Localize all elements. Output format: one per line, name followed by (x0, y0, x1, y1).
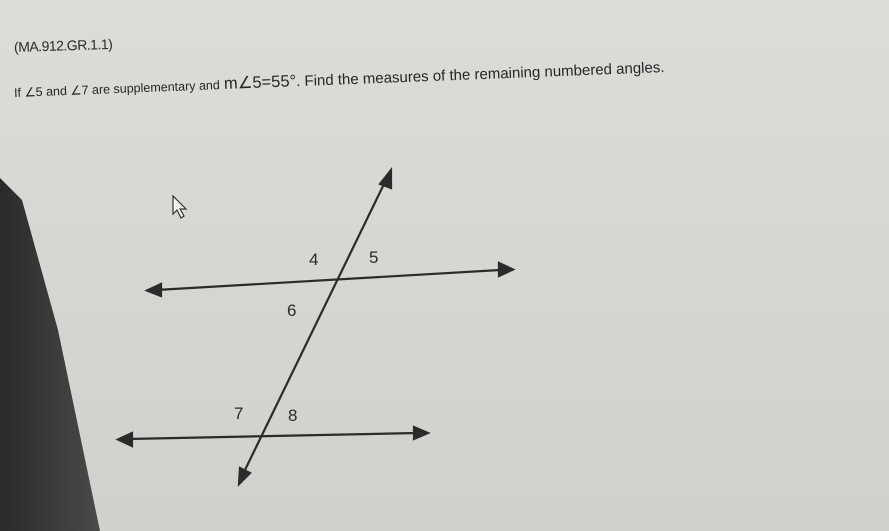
upper-line-right-arrow (499, 263, 513, 276)
lower-line-left-arrow (118, 433, 132, 446)
transversal-top-arrow (380, 170, 391, 188)
lower-line-right-arrow (414, 427, 428, 439)
angle-label-5: 5 (369, 248, 379, 267)
transversal-bottom-arrow (239, 468, 250, 484)
angle-label-4: 4 (309, 250, 319, 269)
transversal-line (244, 182, 385, 472)
upper-parallel-line (156, 270, 500, 290)
problem-text-end: . Find the measures of the remaining numbered angles. (295, 59, 665, 91)
angle-label-7: 7 (234, 404, 244, 423)
angle-label-8: 8 (288, 406, 298, 425)
problem-text-start: If ∠5 and ∠7 are supplementary and (13, 78, 221, 100)
mouse-cursor-icon (173, 196, 186, 218)
angle-measure: m∠5=55° (223, 72, 297, 93)
standard-code: (MA.912.GR.1.1) (13, 35, 113, 55)
upper-line-left-arrow (147, 284, 161, 296)
lower-parallel-line (128, 433, 418, 439)
angle-label-6: 6 (287, 301, 297, 320)
